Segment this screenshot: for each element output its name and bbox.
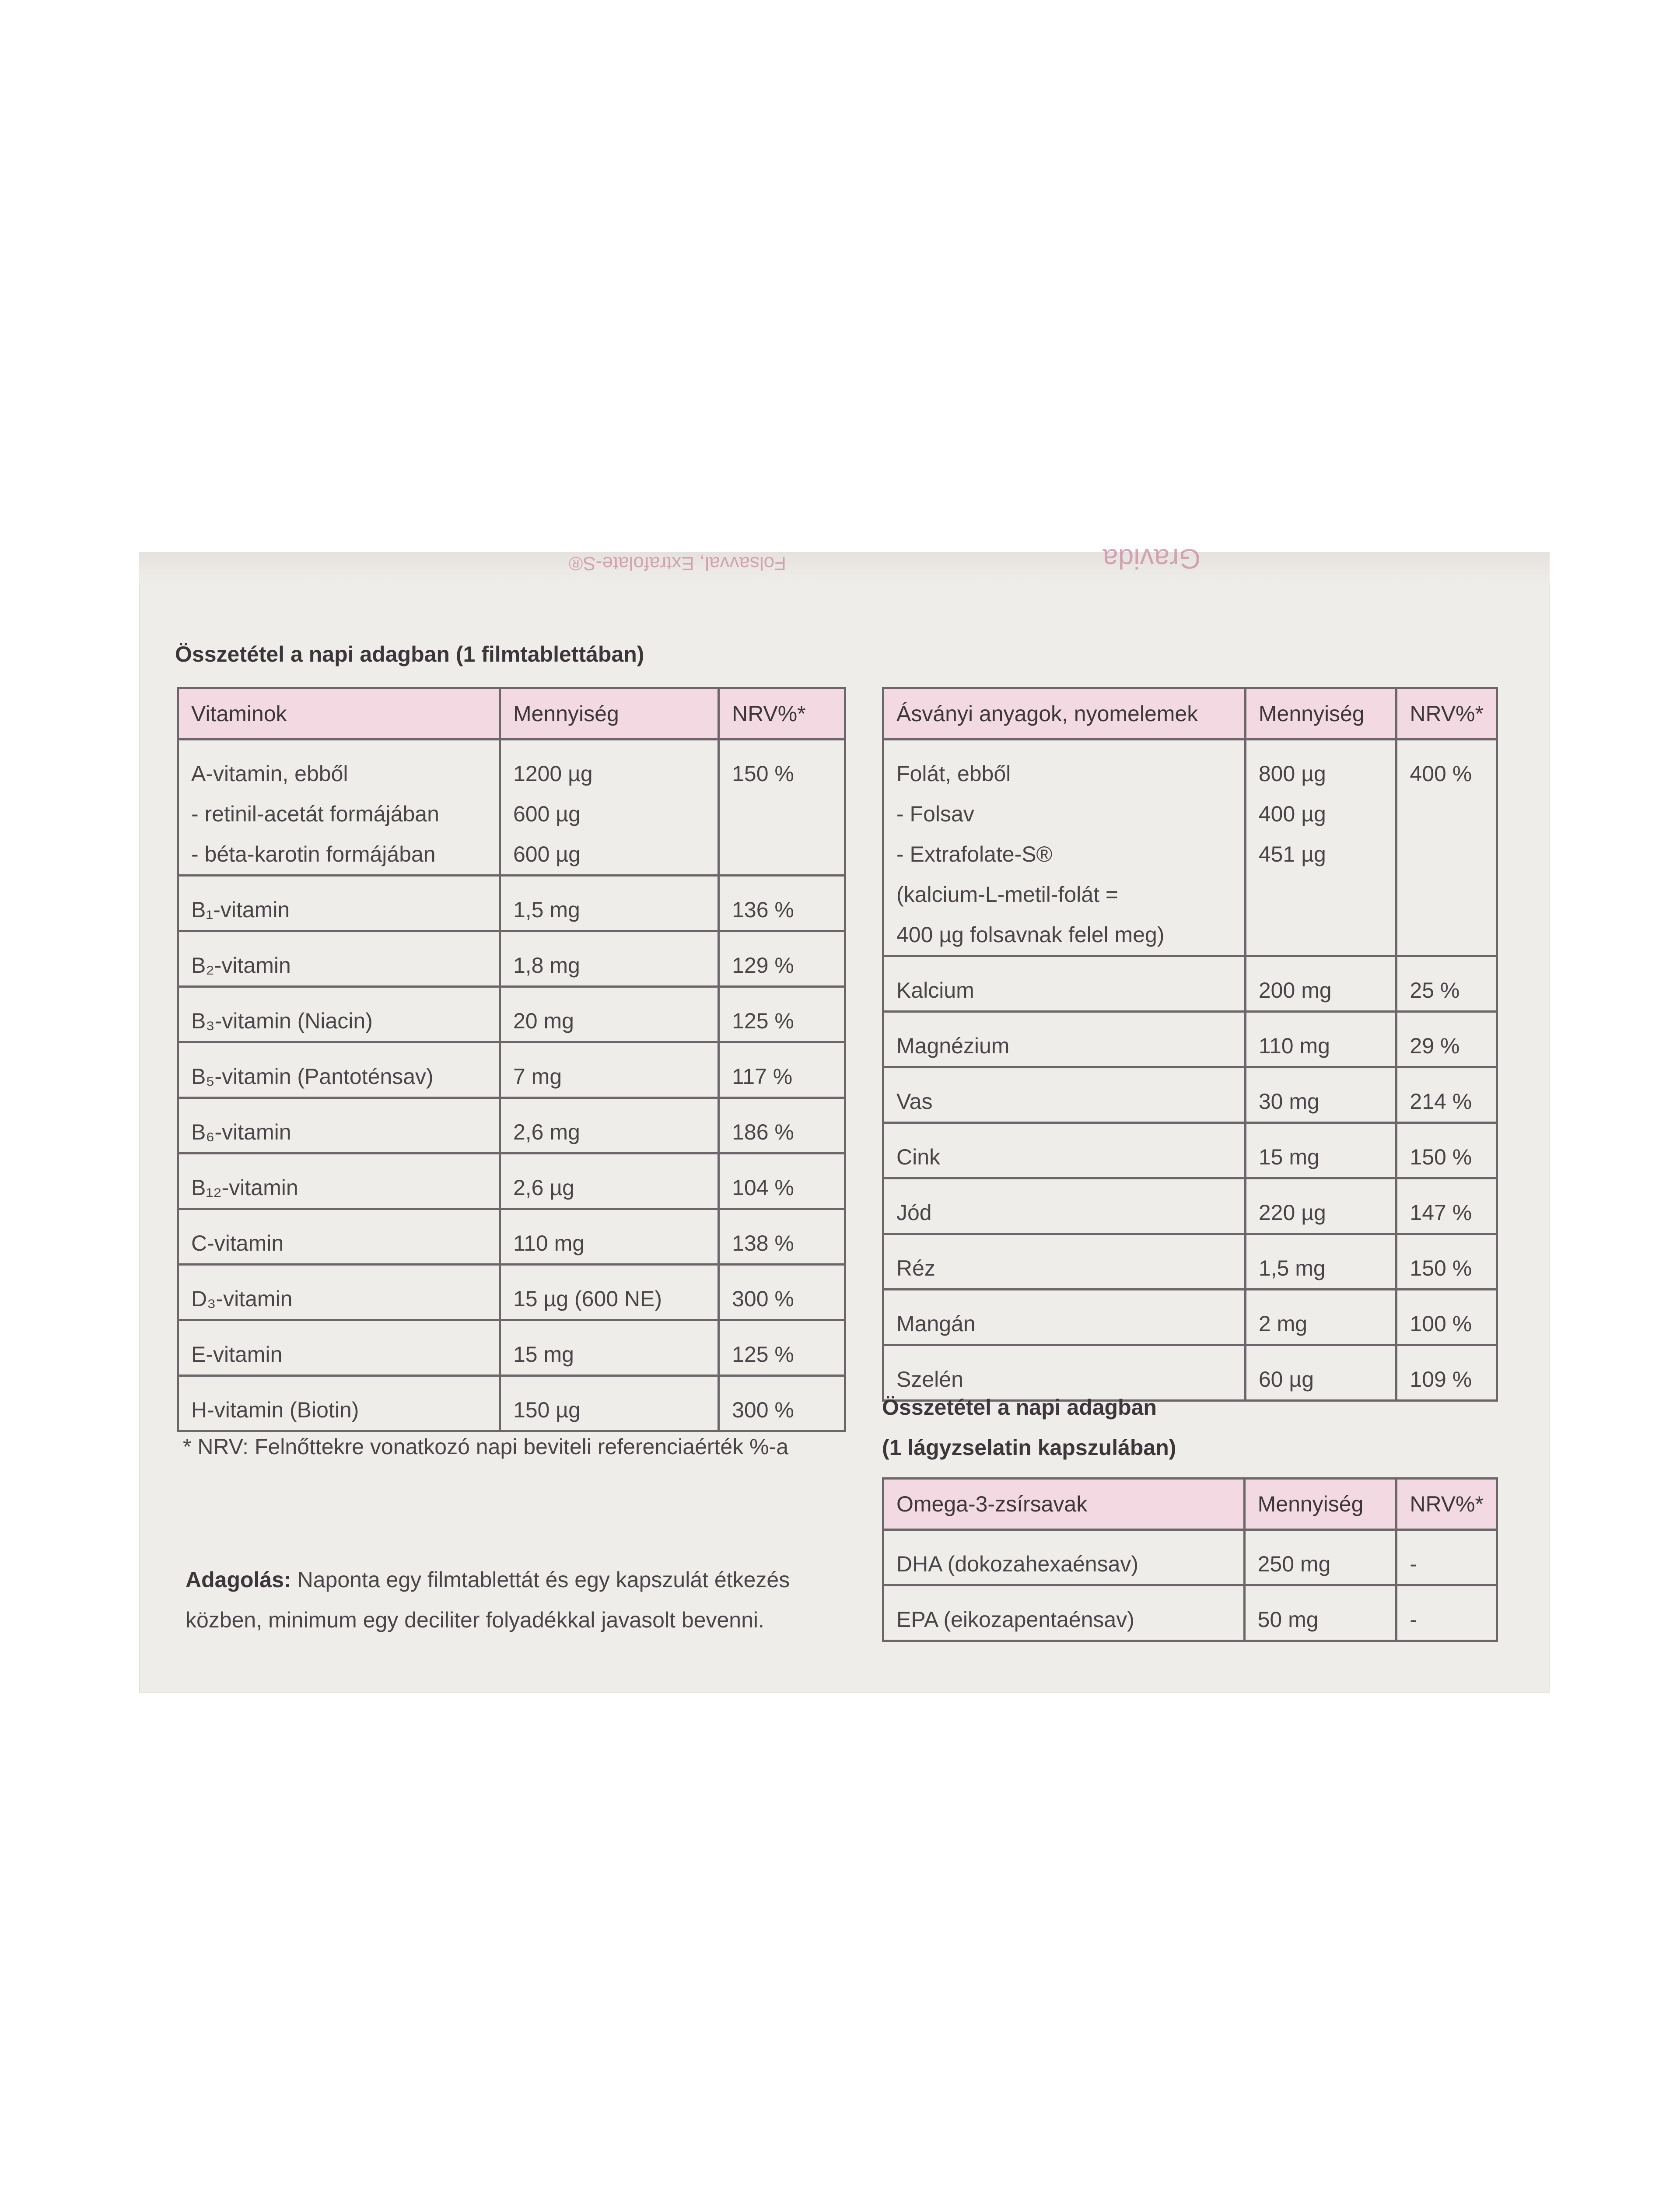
- nutrient-name: DHA (dokozahexaénsav): [896, 1552, 1139, 1576]
- nrv-value: 214 %: [1410, 1089, 1472, 1114]
- amount-cell: [1245, 740, 1396, 956]
- nutrient-name: B₂-vitamin: [191, 953, 291, 978]
- nutrient-cell: [883, 1178, 1246, 1234]
- nutrient-cell: [178, 1042, 500, 1098]
- table-row: [883, 1234, 1497, 1290]
- nrv-value: 150 %: [1410, 1256, 1472, 1280]
- column-header: Mennyiség: [500, 688, 718, 740]
- nrv-value: 125 %: [732, 1342, 794, 1367]
- amount-cell: [500, 1098, 718, 1154]
- nrv-value: 186 %: [732, 1120, 794, 1144]
- nutrient-amount: 2,6 mg: [513, 1120, 580, 1144]
- header-row: [178, 688, 845, 740]
- amount-cell: [500, 987, 718, 1042]
- nutrient-amount: 150 µg: [513, 1398, 581, 1422]
- amount-cell: [500, 1209, 718, 1265]
- nutrient-name: - retinil-acetát formájában: [191, 802, 439, 826]
- dosage-line2: közben, minimum egy deciliter folyadékkal javasolt bevenni.: [186, 1608, 764, 1632]
- nrv-cell: [719, 1098, 845, 1154]
- nutrient-name: B₁-vitamin: [191, 898, 290, 922]
- nrv-footnote: * NRV: Felnőttekre vonatkozó napi beviteli referenciaérték %-a: [183, 1434, 789, 1459]
- nutrient-name: B₅-vitamin (Pantoténsav): [191, 1064, 434, 1089]
- nutrient-cell: [883, 1234, 1246, 1290]
- amount-cell: [500, 1320, 718, 1376]
- table-row: [178, 1154, 845, 1209]
- nutrient-amount: 2 mg: [1258, 1311, 1308, 1336]
- column-header: Mennyiség: [1244, 1479, 1396, 1530]
- column-header: NRV%*: [1396, 688, 1497, 740]
- nrv-cell: [1396, 1345, 1497, 1401]
- table-row: [883, 1012, 1497, 1067]
- nutrient-amount: 20 mg: [513, 1009, 574, 1033]
- dosage-line1-text: Naponta egy filmtablettát és egy kapszulát étkezés: [297, 1567, 790, 1592]
- nutrient-cell: [178, 987, 500, 1042]
- nutrient-amount: 451 µg: [1258, 842, 1326, 866]
- amount-cell: [1245, 1067, 1396, 1123]
- nrv-cell: [1396, 1012, 1497, 1067]
- nutrient-amount: 1200 µg: [513, 761, 593, 786]
- nutrient-amount: 1,8 mg: [513, 953, 580, 978]
- nutrient-cell: [178, 931, 500, 987]
- nrv-cell: [719, 1209, 845, 1265]
- nrv-value: 117 %: [732, 1064, 793, 1089]
- nutrient-amount: 600 µg: [513, 842, 581, 866]
- nrv-value: 138 %: [732, 1231, 794, 1255]
- heading-main: Összetétel a napi adagban (1 filmtablettában): [175, 642, 644, 666]
- nutrient-cell: [178, 1154, 500, 1209]
- nutrient-name: Folát, ebből: [896, 761, 1011, 786]
- nutrient-name: Cink: [896, 1145, 941, 1169]
- nrv-value: 129 %: [732, 953, 794, 978]
- nrv-cell: [1396, 1178, 1497, 1234]
- table-row: [178, 1376, 845, 1431]
- nutrient-cell: [883, 1530, 1245, 1585]
- amount-cell: [1245, 1290, 1396, 1345]
- nutrient-cell: [178, 1209, 500, 1265]
- nrv-value: -: [1410, 1552, 1418, 1576]
- nutrient-name: EPA (eikozapentaénsav): [896, 1607, 1134, 1632]
- table-row: [178, 1042, 845, 1098]
- nutrient-name: 400 µg folsavnak felel meg): [896, 922, 1165, 947]
- nutrient-amount: 15 µg (600 NE): [513, 1287, 662, 1311]
- column-header: Vitaminok: [178, 688, 500, 740]
- amount-cell: [1245, 956, 1396, 1012]
- nutrient-amount: 220 µg: [1258, 1200, 1326, 1225]
- nutrient-name: - Folsav: [896, 802, 974, 826]
- table-row: [178, 1320, 845, 1376]
- minerals-table: [882, 687, 1498, 1402]
- table-row: [178, 1098, 845, 1154]
- amount-cell: [500, 740, 718, 876]
- nrv-cell: [1396, 956, 1497, 1012]
- amount-cell: [500, 1154, 718, 1209]
- nrv-cell: [1396, 1290, 1497, 1345]
- nutrient-cell: [178, 1098, 500, 1154]
- nutrient-amount: 7 mg: [513, 1064, 562, 1089]
- nutrient-amount: 15 mg: [1258, 1145, 1320, 1169]
- amount-cell: [500, 1042, 718, 1098]
- table-row: [178, 740, 845, 876]
- nrv-cell: [719, 740, 845, 876]
- table-row: [883, 1178, 1497, 1234]
- nutrient-name: B₁₂-vitamin: [191, 1175, 298, 1200]
- nrv-value: 300 %: [732, 1398, 794, 1422]
- table-row: [883, 1530, 1497, 1585]
- table-row: [883, 1067, 1497, 1123]
- heading-capsule: [882, 1387, 1176, 1468]
- nrv-cell: [1396, 740, 1497, 956]
- nrv-value: 100 %: [1410, 1311, 1472, 1336]
- nutrient-name: D₃-vitamin: [191, 1287, 293, 1311]
- nutrient-name: - Extrafolate-S®: [896, 842, 1053, 866]
- nrv-value: 104 %: [732, 1175, 794, 1200]
- nrv-cell: [1396, 1067, 1497, 1123]
- nutrient-amount: 15 mg: [513, 1342, 574, 1367]
- nrv-cell: [719, 931, 845, 987]
- nutrient-cell: [883, 956, 1246, 1012]
- amount-cell: [1245, 1234, 1396, 1290]
- amount-cell: [1245, 1345, 1396, 1401]
- nutrient-amount: 200 mg: [1258, 978, 1332, 1003]
- nutrient-amount: 30 mg: [1258, 1089, 1320, 1114]
- nutrient-amount: 600 µg: [513, 802, 581, 826]
- nrv-value: 125 %: [732, 1009, 794, 1033]
- nrv-cell: [719, 1320, 845, 1376]
- nutrient-name: H-vitamin (Biotin): [191, 1398, 359, 1422]
- header-row: [883, 1479, 1497, 1530]
- table-row: [883, 956, 1497, 1012]
- amount-cell: [1245, 1123, 1396, 1178]
- nutrient-name: Magnézium: [896, 1034, 1010, 1058]
- header-row: [883, 688, 1497, 740]
- nrv-cell: [1396, 1234, 1497, 1290]
- nrv-cell: [719, 1154, 845, 1209]
- nutrient-name: Kalcium: [896, 978, 974, 1003]
- nutrient-amount: 110 mg: [1258, 1034, 1330, 1058]
- nutrient-cell: [883, 1067, 1246, 1123]
- heading-capsule-line1: Összetétel a napi adagban: [882, 1395, 1157, 1420]
- column-header: Mennyiség: [1245, 688, 1396, 740]
- nutrient-name: Réz: [896, 1256, 935, 1280]
- nutrient-name: C-vitamin: [191, 1231, 284, 1255]
- nutrient-cell: [883, 1585, 1245, 1641]
- nrv-value: 29 %: [1410, 1034, 1460, 1058]
- nutrient-name: E-vitamin: [191, 1342, 283, 1367]
- nrv-cell: [719, 1265, 845, 1320]
- table-row: [178, 987, 845, 1042]
- nrv-cell: [719, 876, 845, 931]
- nrv-cell: [719, 1042, 845, 1098]
- nrv-cell: [719, 1376, 845, 1431]
- nutrient-cell: [883, 1012, 1246, 1067]
- amount-cell: [500, 931, 718, 987]
- amount-cell: [1244, 1585, 1396, 1641]
- flap-text-right: Gravida: [1102, 543, 1201, 575]
- table-row: [178, 1265, 845, 1320]
- dosage-text: [186, 1560, 790, 1640]
- nutrient-cell: [883, 740, 1246, 956]
- column-header: NRV%*: [1396, 1479, 1497, 1530]
- table-row: [883, 1290, 1497, 1345]
- amount-cell: [500, 1265, 718, 1320]
- nrv-value: 150 %: [1410, 1145, 1472, 1169]
- nrv-cell: [1396, 1530, 1497, 1585]
- nutrient-amount: 800 µg: [1258, 761, 1326, 786]
- dosage-line1: [186, 1560, 790, 1600]
- omega-table: [882, 1477, 1498, 1642]
- nutrient-name: Szelén: [896, 1367, 963, 1392]
- nutrient-amount: 2,6 µg: [513, 1175, 574, 1200]
- amount-cell: [1244, 1530, 1396, 1585]
- nrv-cell: [1396, 1585, 1497, 1641]
- nutrient-cell: [178, 740, 500, 876]
- vitamins-table: [177, 687, 846, 1432]
- nutrient-name: A-vitamin, ebből: [191, 761, 348, 786]
- amount-cell: [1245, 1012, 1396, 1067]
- column-header: Omega-3-zsírsavak: [883, 1479, 1245, 1530]
- nutrient-amount: 50 mg: [1257, 1607, 1319, 1632]
- nrv-value: 109 %: [1410, 1367, 1472, 1392]
- nutrient-amount: 250 mg: [1257, 1552, 1331, 1576]
- column-header: NRV%*: [719, 688, 845, 740]
- nutrient-cell: [178, 1320, 500, 1376]
- table-row: [178, 1209, 845, 1265]
- nutrient-name: Jód: [896, 1200, 932, 1225]
- dosage-label: Adagolás:: [186, 1567, 291, 1592]
- table-row: [883, 1585, 1497, 1641]
- table-row: [883, 1123, 1497, 1178]
- nutrient-cell: [178, 876, 500, 931]
- nutrient-name: - béta-karotin formájában: [191, 842, 436, 866]
- heading-capsule-line2: (1 lágyzselatin kapszulában): [882, 1435, 1176, 1460]
- package-flap: [139, 552, 1550, 583]
- nrv-value: 25 %: [1410, 978, 1460, 1003]
- table-row: [883, 740, 1497, 956]
- nutrient-amount: 1,5 mg: [1258, 1256, 1326, 1280]
- nutrient-amount: 400 µg: [1258, 802, 1326, 826]
- nutrient-cell: [883, 1123, 1246, 1178]
- flap-text-left: Folsavval, Extrafolate-S®: [569, 553, 787, 574]
- nutrient-amount: 110 mg: [513, 1231, 585, 1255]
- nutrient-name: B₆-vitamin: [191, 1120, 291, 1144]
- nrv-value: 136 %: [732, 898, 794, 922]
- nrv-value: 147 %: [1410, 1200, 1472, 1225]
- nrv-value: 400 %: [1410, 761, 1472, 786]
- nutrient-cell: [178, 1376, 500, 1431]
- amount-cell: [1245, 1178, 1396, 1234]
- nutrient-name: Mangán: [896, 1311, 976, 1336]
- nrv-cell: [1396, 1123, 1497, 1178]
- amount-cell: [500, 1376, 718, 1431]
- nrv-value: 300 %: [732, 1287, 794, 1311]
- nutrient-amount: 60 µg: [1258, 1367, 1314, 1392]
- nutrient-name: Vas: [896, 1089, 933, 1114]
- nutrient-name: (kalcium-L-metil-folát =: [896, 882, 1119, 907]
- column-header: Ásványi anyagok, nyomelemek: [883, 688, 1246, 740]
- nrv-value: -: [1410, 1607, 1418, 1632]
- nutrient-cell: [178, 1265, 500, 1320]
- nrv-value: 150 %: [732, 761, 794, 786]
- table-row: [178, 876, 845, 931]
- amount-cell: [500, 876, 718, 931]
- nutrient-amount: 1,5 mg: [513, 898, 580, 922]
- nutrient-cell: [883, 1290, 1246, 1345]
- table-row: [178, 931, 845, 987]
- nrv-cell: [719, 987, 845, 1042]
- nutrient-name: B₃-vitamin (Niacin): [191, 1009, 373, 1033]
